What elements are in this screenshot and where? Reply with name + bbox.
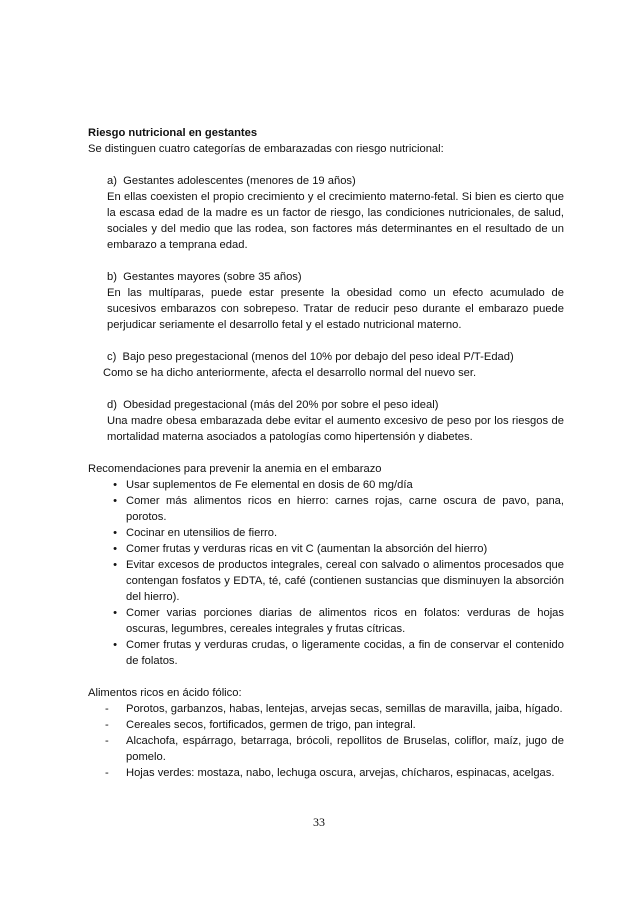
bullet-icon: • (113, 543, 117, 555)
bullet-icon: • (113, 639, 117, 651)
list-item (88, 477, 564, 493)
category-a (88, 173, 564, 253)
anemia-list (88, 477, 564, 669)
list-item-text: Cereales secos, fortificados, germen de trigo, pan integral. (126, 719, 416, 731)
list-item-text: Hojas verdes: mostaza, nabo, lechuga oscura, arvejas, chícharos, espinacas, acelgas. (126, 767, 555, 779)
bullet-icon: • (113, 607, 117, 619)
bullet-icon: • (113, 559, 117, 571)
category-b-heading: b) Gestantes mayores (sobre 35 años) (107, 271, 302, 283)
category-d (88, 397, 564, 445)
list-item-text: Comer varias porciones diarias de alimentos ricos en folatos: verduras de hojas oscuras, legumbres, cereales integrales y frutas cítricas. (126, 607, 564, 635)
list-item (88, 765, 564, 781)
document-page (88, 125, 564, 781)
category-b (88, 269, 564, 333)
list-item (88, 605, 564, 637)
list-item (88, 557, 564, 605)
list-item-text: Evitar excesos de productos integrales, cereal con salvado o alimentos procesados que contengan fosfatos y EDTA, té, café (contienen sustancias que disminuyen la absorción del hierro). (126, 559, 564, 603)
dash-marker: - (105, 719, 109, 731)
folic-title: Alimentos ricos en ácido fólico: (88, 687, 242, 699)
list-item (88, 493, 564, 525)
list-item-text: Comer más alimentos ricos en hierro: carnes rojas, carne oscura de pavo, pana, porotos. (126, 495, 564, 523)
list-item-text: Comer frutas y verduras ricas en vit C (aumentan la absorción del hierro) (126, 543, 488, 555)
category-a-body: En ellas coexisten el propio crecimiento y el crecimiento materno-fetal. Si bien es cierto que la escasa edad de la madre es un factor de riesgo, las condiciones nutricionales, de salud, sociales y del medio que las rodea, son factores más determinantes en el resultado de un embarazo a temprana edad. (107, 191, 564, 251)
list-item (88, 717, 564, 733)
section-intro: Se distinguen cuatro categorías de embarazadas con riesgo nutricional: (88, 143, 444, 155)
category-b-body: En las multíparas, puede estar presente la obesidad como un efecto acumulado de sucesivos embarazos con sobrepeso. Tratar de reducir peso durante el embarazo puede perjudicar seriamente el desarrollo fetal y el estado nutricional materno. (107, 287, 564, 331)
list-item-text: Alcachofa, espárrago, betarraga, brócoli, repollitos de Bruselas, coliflor, maíz, jugo de pomelo. (126, 735, 564, 763)
list-item (88, 701, 564, 717)
dash-marker: - (105, 703, 109, 715)
list-item (88, 541, 564, 557)
category-c-body: Como se ha dicho anteriormente, afecta el desarrollo normal del nuevo ser. (103, 367, 477, 379)
list-item (88, 733, 564, 765)
category-a-heading: a) Gestantes adolescentes (menores de 19 años) (107, 175, 356, 187)
bullet-icon: • (113, 479, 117, 491)
dash-marker: - (105, 735, 109, 747)
list-item-text: Cocinar en utensilios de fierro. (126, 527, 278, 539)
section-title-riesgo: Riesgo nutricional en gestantes (88, 127, 258, 139)
anemia-title: Recomendaciones para prevenir la anemia en el embarazo (88, 463, 382, 475)
category-c-heading: c) Bajo peso pregestacional (menos del 10% por debajo del peso ideal P/T-Edad) (107, 351, 514, 363)
list-item (88, 525, 564, 541)
bullet-icon: • (113, 527, 117, 539)
category-d-heading: d) Obesidad pregestacional (más del 20% por sobre el peso ideal) (107, 399, 439, 411)
list-item (88, 637, 564, 669)
folic-list (88, 701, 564, 781)
category-c (88, 349, 564, 381)
list-item-text: Comer frutas y verduras crudas, o ligeramente cocidas, a fin de conservar el contenido de folatos. (126, 639, 564, 667)
page-number: 33 (313, 815, 325, 829)
list-item-text: Porotos, garbanzos, habas, lentejas, arvejas secas, semillas de maravilla, jaiba, hígado. (126, 703, 563, 715)
list-item-text: Usar suplementos de Fe elemental en dosis de 60 mg/día (126, 479, 413, 491)
category-d-body: Una madre obesa embarazada debe evitar el aumento excesivo de peso por los riesgos de mortalidad materna asociados a patologías como hipertensión y diabetes. (107, 415, 564, 443)
dash-marker: - (105, 767, 109, 779)
bullet-icon: • (113, 495, 117, 507)
